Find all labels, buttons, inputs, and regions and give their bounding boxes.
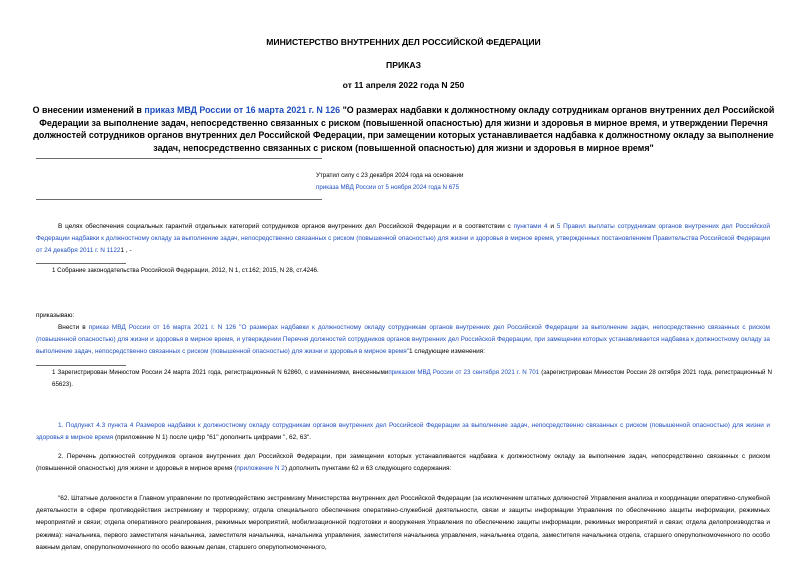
preamble-text: и xyxy=(547,223,557,230)
item-2-paragraph xyxy=(36,451,770,475)
footnote-separator xyxy=(36,365,126,366)
title-prefix: О внесении изменений в xyxy=(32,105,145,115)
item-2-link-appendix-2[interactable]: приложение N 2 xyxy=(236,465,285,473)
document-date-number: от 11 апреля 2022 года N 250 xyxy=(342,80,465,90)
order-text: 1 следующие изменения: xyxy=(409,348,485,356)
footnote-text: Зарегистрирован Минюстом России 24 марта 2021 года, регистрационный N 62860, с изменениями, внесенными xyxy=(55,369,389,376)
footnote-mark: 1 xyxy=(52,369,56,376)
item-1-paragraph xyxy=(36,420,770,444)
separator-line xyxy=(36,158,322,159)
preamble-link-paragraph-4[interactable]: пунктами 4 xyxy=(513,223,548,230)
order-text: Внести в xyxy=(58,324,89,331)
preamble-link-rules[interactable]: 5 Правил выплаты сотрудникам органов внутренних дел Российской Федерации надбавки к должностному окладу за выполнение задач, непосредственно связанных с риском (повышенной опасностью) для жизни и здоровья в мирное время, утвержденных постановлением Правительства Российской Федерации от 24 декабря 2011 г. N 1122 xyxy=(36,223,770,255)
item-1-text: (приложение N 1) после цифр "61" дополнить цифрами ", 62, 63". xyxy=(113,434,311,442)
order-link-title[interactable]: "О размерах надбавки к должностному окладу сотрудникам органов внутренних дел Российской Федерации за выполнение задач, непосредственно связанных с риском (повышенной опасностью) для жизни и здоровья в мирное время, и утверждении Перечня должностей сотрудников органов внутренних дел Российской Федерации, при замещении которых устанавливается надбавка к должностному окладу за выполнение задач, непосредственно связанных с риском (повышенной опасностью) для жизни и здоровья в мирное время" xyxy=(36,324,770,356)
footnote-text: Собрание законодательства Российской Федерации, 2012, N 1, ст.162; 2015, N 28, ст.4246. xyxy=(55,267,319,274)
preamble-text: 1 , - xyxy=(120,247,132,255)
footnote-link-order-701[interactable]: приказом МВД России от 23 сентября 2021 г. N 701 xyxy=(388,369,540,376)
prikazyvayu-label: приказываю: xyxy=(36,312,75,319)
ministry-heading: МИНИСТЕРСТВО ВНУТРЕННИХ ДЕЛ РОССИЙСКОЙ ФЕДЕРАЦИИ xyxy=(266,37,541,47)
item-2-text: 2. Перечень должностей сотрудников органов внутренних дел Российской Федерации, при замещении которых устанавливается надбавка к должностному окладу за выполнение задач, непосредственно связанных с риском (повышенной опасностью) для жизни и здоровья в мирное время ( xyxy=(36,453,770,473)
item-62-paragraph: "62. Штатные должности в Главном управлении по противодействию экстремизму Министерства внутренних дел Российской Федерации (за исключением штатных должностей Управления анализа и координации оперативно-служебной деятельности в сфере противодействия экстремизму и терроризму; отдела специального обеспечения оперативно-служебной деятельности, связи и защиты информации Управления по обеспечению защиты информации, режимных мероприятий и связи; отдела оперативного реагирования, режимных мероприятий, мобилизационной подготовки и вооружения Управления по обеспечению защиты информации, режимных мероприятий и связи; отдела делопроизводства и режима): начальника, первого заместителя начальника, заместителя начальника, начальника управления, заместителя начальника управления, начальника отдела, заместителя начальника отдела, старшего оперуполномоченного по особо важным делам, оперуполномоченного по особо важным делам, старшего оперуполномоченного, xyxy=(36,495,770,551)
footnote-2 xyxy=(52,367,772,392)
status-text: Утратил силу с 23 декабря 2024 года на основании xyxy=(316,172,464,179)
footnote-text: (зарегистрирован Минюстом России 28 октября 2021 года, регистрационный N 65623). xyxy=(52,369,773,389)
preamble-text: В целях обеспечения социальных гарантий отдельных категорий сотрудников органов внутренних дел Российской Федерации и в соответствии с xyxy=(58,223,514,230)
document-type: ПРИКАЗ xyxy=(386,60,421,70)
footnote-1 xyxy=(52,265,772,277)
order-link-order-126[interactable]: приказ МВД России от 16 марта 2021 г. N 126 xyxy=(88,324,237,331)
item-2-text: ) дополнить пунктами 62 и 63 следующего содержания: xyxy=(284,465,452,473)
title-suffix: "О размерах надбавки к должностному окладу сотрудникам органов внутренних дел Российской Федерации за выполнение задач, непосредственно связанных с риском (повышенной опасностью) для жизни и здоровья в мирное время, и утверждении Перечня должностей сотрудников органов внутренних дел Российской Федерации, при замещении которых устанавливается надбавка к должностному окладу за выполнение задач, непосредственно связанных с риском (повышенной опасностью) для жизни и здоровья в мирное время" xyxy=(33,105,775,153)
separator-line xyxy=(36,199,322,200)
footnote-mark: 1 xyxy=(52,267,56,274)
order-paragraph xyxy=(36,322,770,359)
item-1-link-sizes[interactable]: 1. Подпункт 4.3 пункта 4 Размеров надбавки к должностному окладу сотрудникам органов внутренних дел Российской Федерации за выполнение задач, непосредственно связанных с риском (повышенной опасностью) для жизни и здоровья в мирное время xyxy=(36,422,770,442)
footnote-separator xyxy=(36,263,126,264)
title-link-order-126[interactable]: приказ МВД России от 16 марта 2021 г. N 126 xyxy=(144,105,341,115)
status-link-order-675[interactable]: приказа МВД России от 5 ноября 2024 года N 675 xyxy=(316,184,460,191)
preamble-paragraph xyxy=(36,221,770,258)
document-title xyxy=(30,104,777,154)
